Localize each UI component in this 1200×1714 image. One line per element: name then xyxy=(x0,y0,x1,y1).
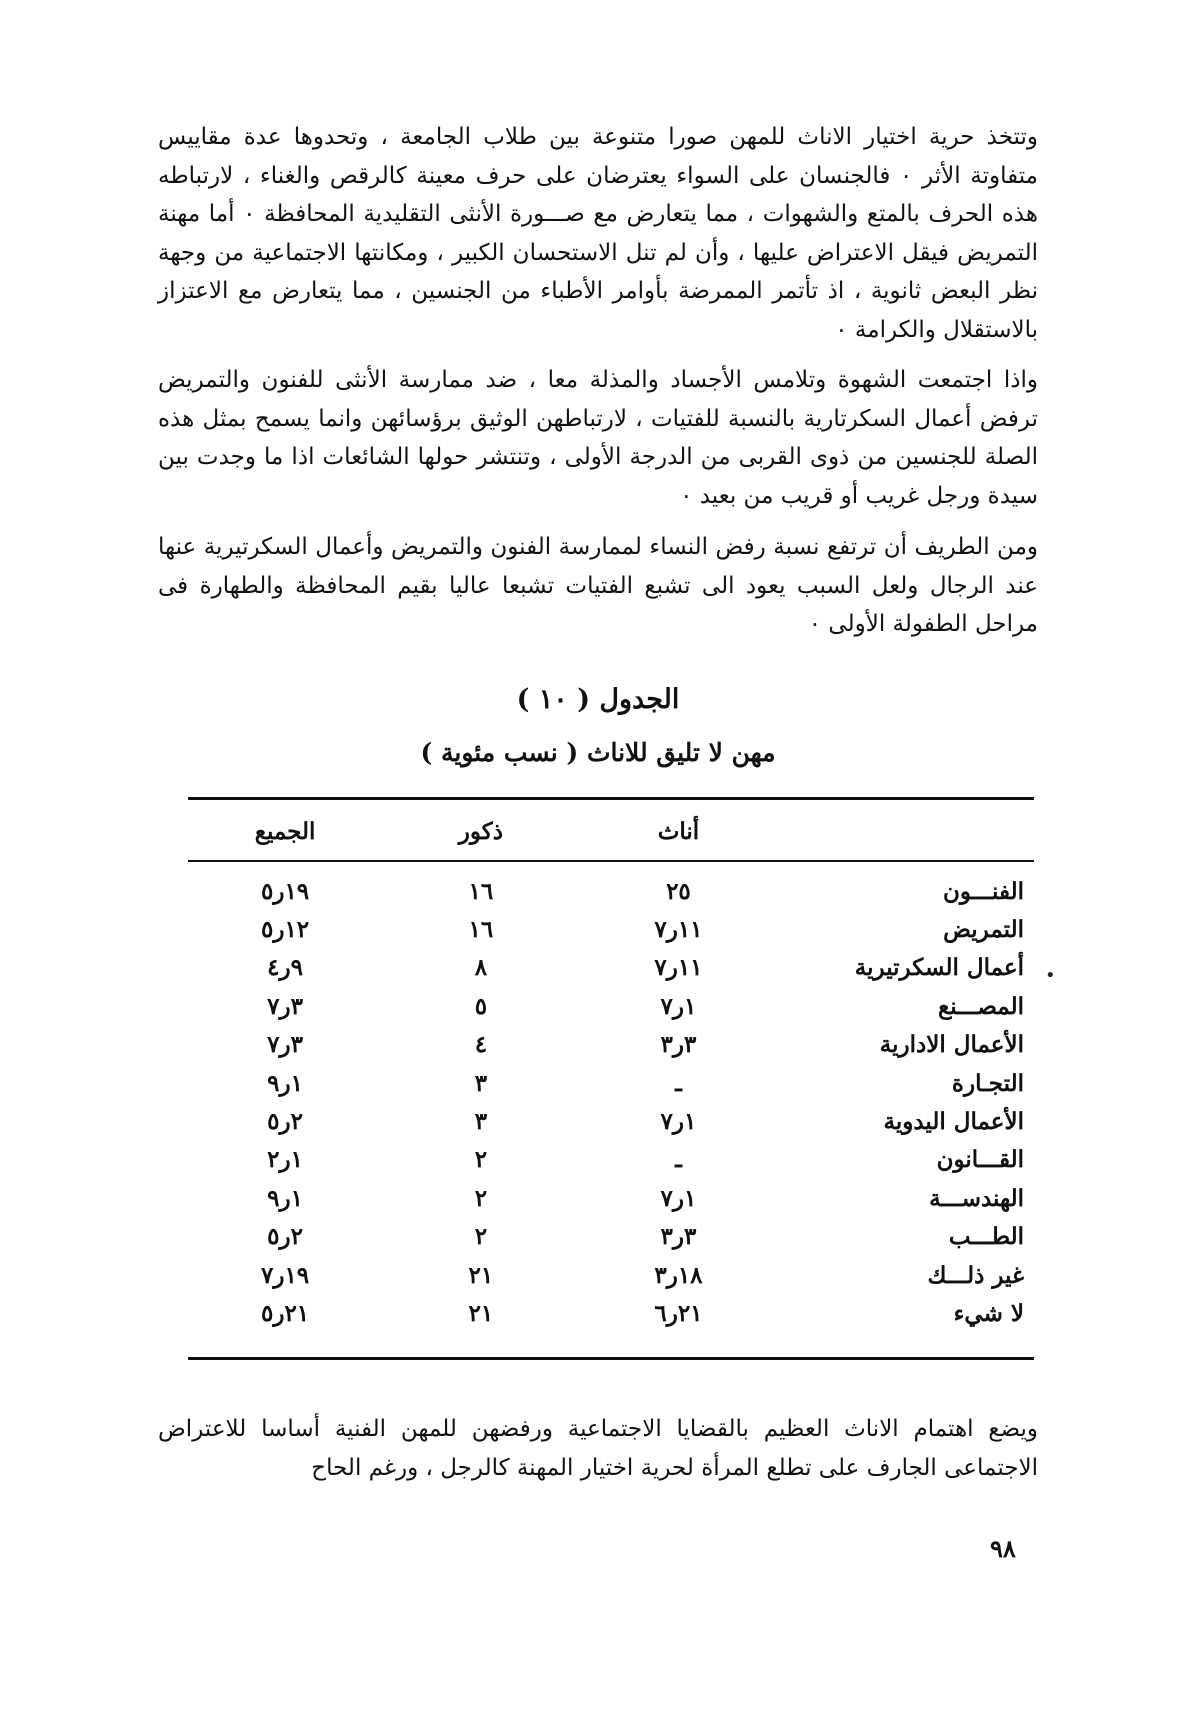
row-females: ٢٥ xyxy=(666,877,691,905)
table-title: الجدول ( ١٠ ) xyxy=(516,684,680,715)
occupations-table xyxy=(188,800,1034,1333)
table-row xyxy=(188,1256,1034,1294)
row-total: ٢ر٥ xyxy=(267,1108,303,1136)
table-row xyxy=(188,949,1034,987)
table-row xyxy=(188,862,1034,910)
paragraph-2: واذا اجتمعت الشهوة وتلامس الأجساد والمذلة معا ، ضد ممارسة الأنثى للفنون والتمريض ترفض أعمال السكرتارية بالنسبة للفتيات ، لارتباطهن الوثيق برؤسائهن وانما يسمح بمثل هذه الصلة للجنسين من ذوى القربى من الدرجة الأولى ، وتنتشر حولها الشائعات اذا ما وجدت بين سيدة ورجل غريب أو قريب من بعيد ٠ xyxy=(158,367,1038,509)
row-label: التجـارة xyxy=(951,1069,1024,1097)
row-label: الأعمال اليدوية xyxy=(883,1108,1024,1136)
table-row xyxy=(188,1141,1034,1179)
row-total: ٣ر٧ xyxy=(267,992,303,1020)
row-label: لا شيء xyxy=(953,1299,1024,1327)
row-females: ٢١ر٦ xyxy=(654,1299,703,1327)
table-row xyxy=(188,1102,1034,1140)
table-bottom-rule xyxy=(188,1357,1034,1360)
row-label: غير ذلـــك xyxy=(927,1261,1024,1289)
row-females: ١٨ر٣ xyxy=(654,1261,703,1289)
row-females: ـ xyxy=(675,1146,682,1174)
row-total: ١٩ر٥ xyxy=(260,877,310,905)
table-row xyxy=(188,1064,1034,1102)
row-total: ٢ر٥ xyxy=(267,1223,303,1251)
table-row xyxy=(188,987,1034,1025)
stray-dot-mark: • xyxy=(1045,965,1056,986)
table-header-row xyxy=(188,800,1034,862)
row-label: الطـــب xyxy=(948,1223,1024,1251)
table-row xyxy=(188,1294,1034,1332)
row-label: الفنـــون xyxy=(943,877,1024,905)
row-males: ٣ xyxy=(474,1108,488,1136)
row-males: ٢ xyxy=(474,1223,488,1251)
row-label: الهندســـة xyxy=(929,1184,1024,1212)
row-label: القـــانون xyxy=(936,1146,1024,1174)
table-row xyxy=(188,1179,1034,1217)
paragraph-1: وتتخذ حرية اختيار الاناث للمهن صورا متنوعة بين طلاب الجامعة ، وتحدوها عدة مقاييس متفاوتة الأثر ٠ فالجنسان على السواء يعترضان على حرف معينة كالرقص والغناء ، لارتباطه هذه الحرف بالمتع والشهوات ، مما يتعارض مع صـــورة الأنثى التقليدية المحافظة ٠ أما مهنة التمريض فيقل الاعتراض عليها ، وأن لم تنل الاستحسان الكبير ، ومكانتها الاجتماعية من وجهة نظر البعض ثانوية ، اذ تأتمر الممرضة بأوامر الأطباء من الجنسين ، مما يتعارض مع الاعتزاز بالاستقلال والكرامة ٠ xyxy=(158,124,1038,343)
row-total: ١٢ر٥ xyxy=(260,916,310,944)
row-females: ١١ر٧ xyxy=(654,954,703,982)
row-males: ٣ xyxy=(474,1069,488,1097)
row-total: ١٩ر٧ xyxy=(260,1261,310,1289)
row-males: ٢١ xyxy=(468,1261,494,1289)
row-males: ٨ xyxy=(474,954,488,982)
row-total: ١ر٢ xyxy=(267,1146,303,1174)
row-males: ٢ xyxy=(474,1184,488,1212)
row-total: ٣ر٧ xyxy=(267,1031,303,1059)
table-row xyxy=(188,1218,1034,1256)
header-total: الجميع xyxy=(254,817,316,845)
row-females: ٣ر٣ xyxy=(660,1031,697,1059)
row-males: ٢ xyxy=(474,1146,488,1174)
header-males: ذكور xyxy=(458,817,503,845)
row-males: ١٦ xyxy=(468,877,494,905)
row-males: ٤ xyxy=(474,1031,488,1059)
row-males: ٢١ xyxy=(468,1299,494,1327)
paragraph-4: ويضع اهتمام الاناث العظيم بالقضايا الاجتماعية ورفضهن للمهن الفنية أساسا للاعتراض الاجتماعى الجارف على تطلع المرأة لحرية اختيار المهنة كالرجل ، ورغم الحاح xyxy=(158,1416,1038,1481)
page-number: ٩٨ xyxy=(990,1534,1016,1563)
row-label: التمريض xyxy=(943,916,1024,944)
row-females: ١ر٧ xyxy=(660,1184,697,1212)
row-males: ١٦ xyxy=(468,916,494,944)
row-total: ١ر٩ xyxy=(267,1184,303,1212)
header-females: أناث xyxy=(657,817,700,845)
row-females: ١ر٧ xyxy=(660,1108,697,1136)
table-subtitle: مهن لا تليق للاناث ( نسب مئوية ) xyxy=(420,738,776,767)
row-females: ١١ر٧ xyxy=(654,916,703,944)
table-row xyxy=(188,910,1034,948)
table-row xyxy=(188,1026,1034,1064)
row-females: ـ xyxy=(675,1069,682,1097)
row-females: ١ر٧ xyxy=(660,992,697,1020)
row-total: ١ر٩ xyxy=(267,1069,303,1097)
row-total: ٢١ر٥ xyxy=(260,1299,310,1327)
row-total: ٩ر٤ xyxy=(267,954,303,982)
row-females: ٣ر٣ xyxy=(660,1223,697,1251)
row-label: المصـــنع xyxy=(937,992,1024,1020)
row-males: ٥ xyxy=(474,992,488,1020)
row-label: أعمال السكرتيرية xyxy=(854,954,1024,982)
header-occupation xyxy=(777,800,1034,862)
row-label: الأعمال الادارية xyxy=(879,1031,1024,1059)
paragraph-3: ومن الطريف أن ترتفع نسبة رفض النساء لممارسة الفنون والتمريض وأعمال السكرتيرية عنها عند الرجال ولعل السبب يعود الى تشبع الفتيات تشبعا عاليا بقيم المحافظة والطهارة فى مراحل الطفولة الأولى ٠ xyxy=(158,534,1038,637)
